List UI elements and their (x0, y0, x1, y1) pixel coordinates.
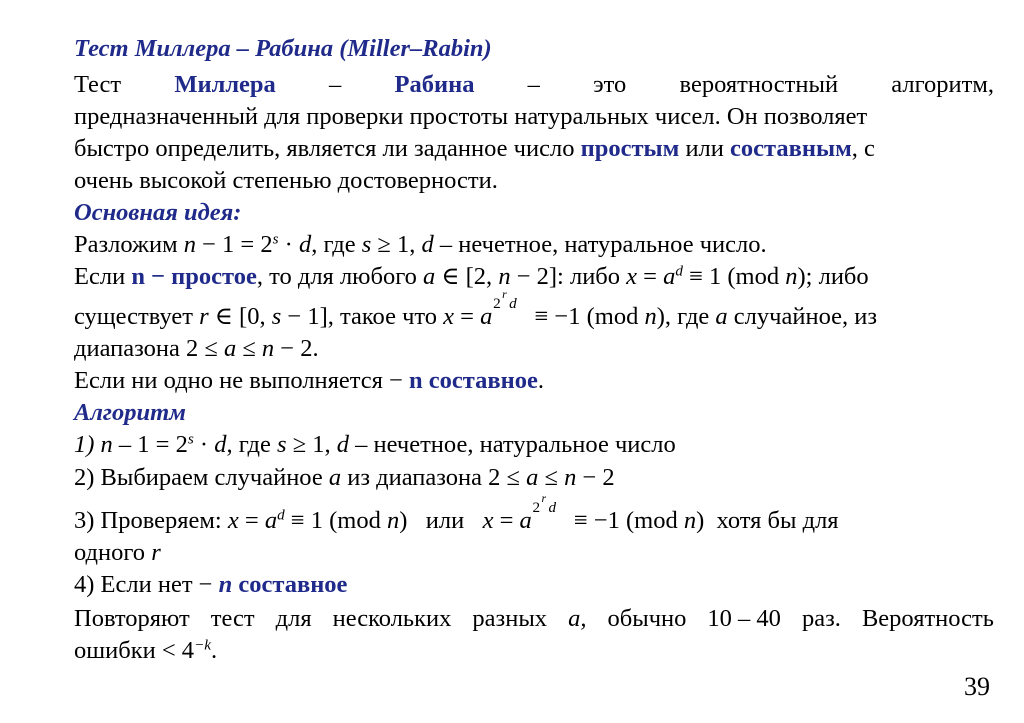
idea-range: диапазона 2 ≤ a ≤ n − 2. (74, 335, 319, 362)
algorithm-step-3-cont: одного r (74, 539, 161, 566)
algorithm-step-1: 1) $n - 1 = 2^s \cdot d$, где s ≥ 1, d – нечетное, натуральное число (74, 430, 676, 458)
intro-line-2: предназначенный для проверки простоты натуральных чисел. Он позволяет (74, 103, 868, 130)
intro-word: алгоритм, (891, 71, 994, 98)
intro-line-4: очень высокой степенью достоверности. (74, 167, 498, 194)
intro-word: Тест (74, 71, 122, 98)
power-tower: a 2 r d (480, 288, 517, 330)
repeat-word: a, (568, 605, 587, 632)
algorithm-step-4: 4) Если нет − n составное (74, 571, 348, 598)
intro-rabin: Рабина (394, 71, 475, 98)
repeat-line-1 (74, 604, 994, 634)
idea-if-prime: Если n − простое, то для любого a ∈ [2, n − 2]: либо $x = a^d \equiv 1$ (mod n); либо (74, 262, 869, 290)
prime-term: простым (580, 135, 680, 162)
intro-word: – (329, 71, 342, 98)
idea-heading: Основная идея: (74, 199, 242, 226)
repeat-word: нескольких (332, 605, 452, 632)
idea-decomposition: Разложим $n - 1 = 2^s \cdot d$, где s ≥ 1, d – нечетное, натуральное число. (74, 230, 767, 258)
composite-term: составным (730, 135, 852, 162)
repeat-word: тест (210, 605, 255, 632)
intro-miller: Миллера (174, 71, 276, 98)
algorithm-heading: Алгоритм (74, 399, 186, 426)
intro-word: – (527, 71, 540, 98)
idea-none: Если ни одно не выполняется − n составное. (74, 367, 544, 394)
repeat-word: Повторяют (74, 605, 190, 632)
repeat-word: для (275, 605, 312, 632)
repeat-word: 10 – 40 (707, 605, 781, 632)
repeat-line-2: ошибки < $4^{-k}$. (74, 636, 218, 664)
intro-word: вероятностный (679, 71, 839, 98)
step4-n: n (218, 571, 233, 598)
repeat-word: Вероятность (861, 605, 994, 632)
power-tower: a 2 r d (519, 492, 557, 534)
page-number: 39 (964, 672, 990, 701)
n-composite-term: n составное (409, 367, 538, 394)
idea-exists-r: существует r ∈ [0, s − 1], такое что x = a 2 r d ≡ −1 (mod n), где a случайное, из (74, 288, 878, 330)
n-prime-term: n − простое (131, 263, 257, 290)
slide-title: Тест Миллера – Рабина (Miller–Rabin) (74, 35, 492, 62)
intro-line-1 (74, 70, 994, 100)
repeat-word: раз. (801, 605, 841, 632)
algorithm-step-3: 3) Проверяем: $x = a^d \equiv 1$ (mod n) или x = a 2 r d ≡ −1 (mod n) хотя бы для (74, 492, 839, 534)
repeat-word: разных (472, 605, 548, 632)
repeat-word: обычно (607, 605, 687, 632)
intro-line-3: быстро определить, является ли заданное число простым или составным, с (74, 135, 875, 162)
step4-composite: составное (232, 571, 348, 598)
algorithm-step-2: 2) Выбираем случайное a из диапазона 2 ≤ a ≤ n − 2 (74, 464, 615, 491)
intro-word: это (593, 71, 627, 98)
